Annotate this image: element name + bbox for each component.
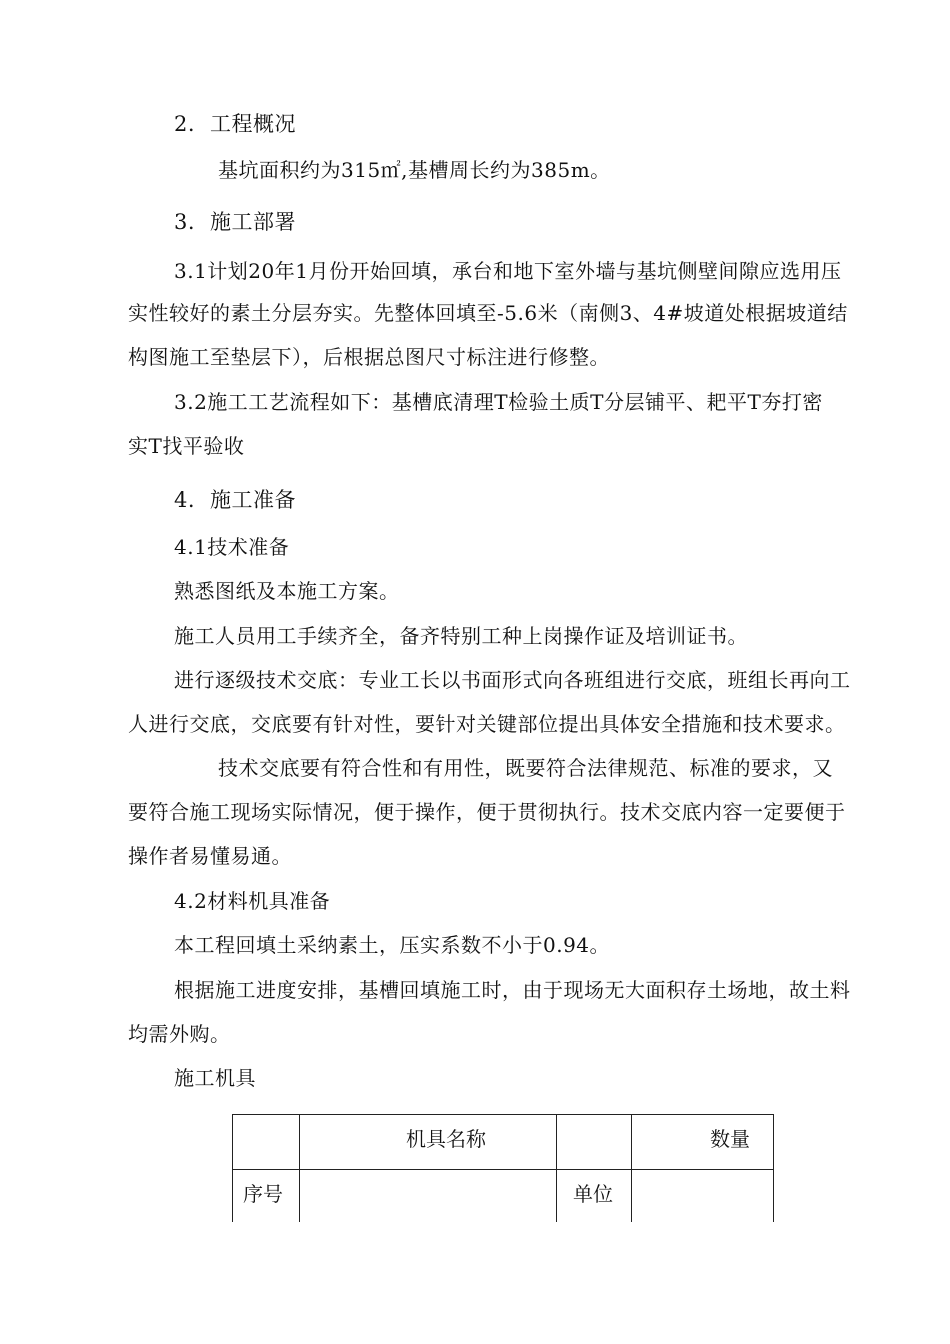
section-4-1-para2: 施工人员用工手续齐全，备齐特别工种上岗操作证及培训证书。	[174, 624, 748, 648]
section-3-2-line2: 实T找平验收	[128, 434, 245, 458]
section-4-number: 4.	[174, 488, 196, 512]
section-4-1-heading: 4.1技术准备	[174, 535, 290, 559]
section-2-title: 工程概况	[210, 112, 296, 136]
table-cell	[233, 1115, 300, 1170]
column-unit: 单位	[573, 1182, 613, 1206]
header-quantity: 数量	[710, 1127, 750, 1151]
section-3-1-line1: 3.1计划20年1月份开始回填，承台和地下室外墙与基坑侧壁间隙应选用压	[174, 259, 842, 283]
section-2-body: 基坑面积约为315㎡,基槽周长约为385m。	[218, 158, 611, 182]
table-cell	[233, 1170, 300, 1223]
table-cell	[632, 1115, 774, 1170]
header-tool-name: 机具名称	[406, 1127, 486, 1151]
section-3-1-line3: 构图施工至垫层下），后根据总图尺寸标注进行修整。	[128, 345, 610, 369]
section-4-1-para3-line2: 人进行交底，交底要有针对性，要针对关键部位提出具体安全措施和技术要求。	[128, 712, 846, 736]
tools-label: 施工机具	[174, 1066, 256, 1090]
section-3-number: 3.	[174, 210, 196, 234]
column-seq: 序号	[243, 1182, 283, 1206]
section-2-number: 2.	[174, 112, 196, 136]
section-4-1-para1: 熟悉图纸及本施工方案。	[174, 579, 400, 603]
table-cell	[300, 1170, 557, 1223]
section-4-2-para2-line2: 均需外购。	[128, 1022, 231, 1046]
section-3-heading	[174, 210, 296, 234]
table-cell	[300, 1115, 557, 1170]
section-2-heading	[174, 112, 296, 136]
table-row	[233, 1115, 774, 1170]
section-4-2-heading: 4.2材料机具准备	[174, 889, 331, 913]
section-3-1-line2: 实性较好的素土分层夯实。先整体回填至-5.6米（南侧3、4#坡道处根据坡道结	[128, 301, 848, 325]
table-cell	[557, 1170, 632, 1223]
tools-table	[232, 1114, 774, 1222]
section-4-1-para4-line3: 操作者易懂易通。	[128, 844, 292, 868]
section-4-1-para3-line1: 进行逐级技术交底：专业工长以书面形式向各班组进行交底，班组长再向工	[174, 668, 851, 692]
section-4-1-para4-line1: 技术交底要有符合性和有用性，既要符合法律规范、标准的要求，又	[218, 756, 833, 780]
section-4-2-para1: 本工程回填土采纳素土，压实系数不小于0.94。	[174, 933, 611, 957]
section-3-2-line1: 3.2施工工艺流程如下：基槽底清理T检验土质T分层铺平、耙平T夯打密	[174, 390, 823, 414]
section-4-heading	[174, 488, 296, 512]
section-4-title: 施工准备	[210, 488, 296, 512]
table-row	[233, 1170, 774, 1223]
section-4-1-para4-line2: 要符合施工现场实际情况，便于操作，便于贯彻执行。技术交底内容一定要便于	[128, 800, 846, 824]
table-cell	[632, 1170, 774, 1223]
section-4-2-para2-line1: 根据施工进度安排，基槽回填施工时，由于现场无大面积存土场地，故土料	[174, 978, 851, 1002]
table-cell	[557, 1115, 632, 1170]
section-3-title: 施工部署	[210, 210, 296, 234]
